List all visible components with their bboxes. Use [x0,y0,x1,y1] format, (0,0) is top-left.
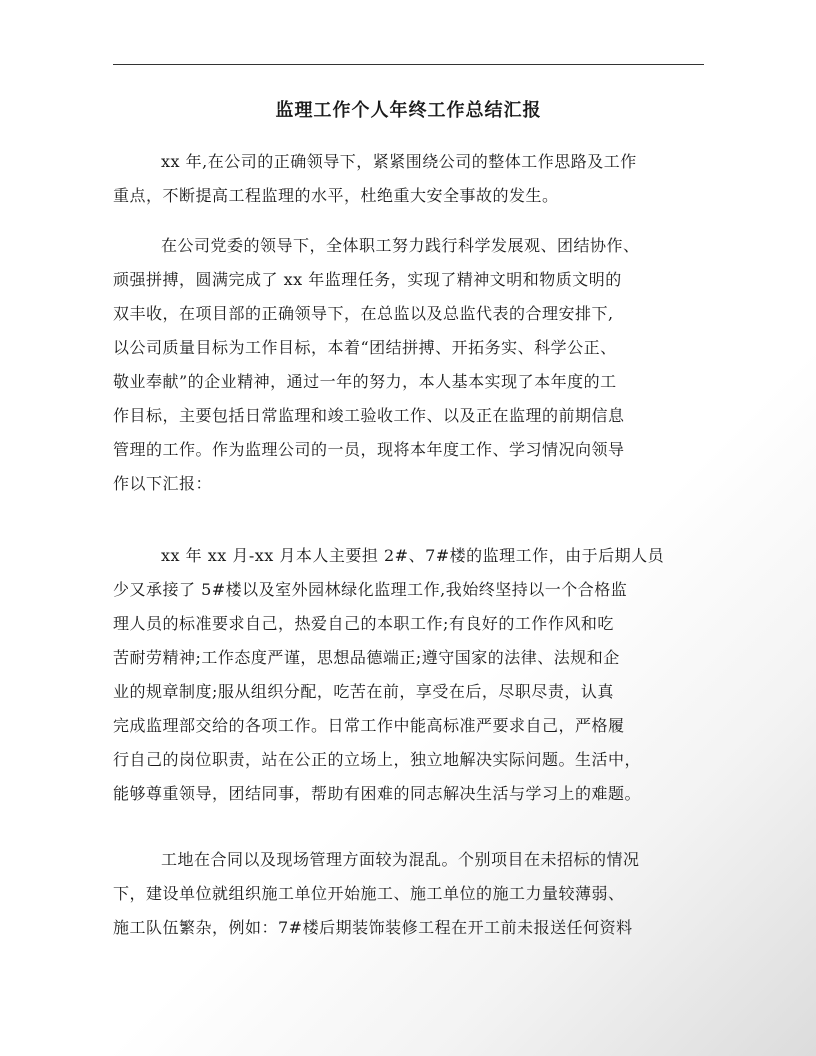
text-line: 完成监理部交给的各项工作。日常工作中能高标准严要求自己，严格履 [113,716,625,735]
document-title: 监理工作个人年终工作总结汇报 [275,100,542,121]
text-line: 管理的工作。作为监理公司的一员，现将本年度工作、学习情况向领导 [113,440,625,459]
text-line: 以公司质量目标为工作目标，本着“团结拼搏、开拓务实、科学公正、 [113,338,617,357]
paragraph-3 [113,539,707,811]
text-line: xx 年,在公司的正确领导下，紧紧围绕公司的整体工作思路及工作 [161,152,637,171]
text-line: 业的规章制度;服从组织分配，吃苦在前，享受在后，尽职尽责，认真 [113,682,614,701]
paragraph-4 [113,843,707,945]
text-line: 作目标，主要包括日常监理和竣工验收工作、以及正在监理的前期信息 [113,406,625,425]
text-line: 双丰收，在项目部的正确领导下，在总监以及总监代表的合理安排下, [113,304,614,323]
text-line: 理人员的标准要求自己，热爱自己的本职工作;有良好的工作作风和吃 [113,614,614,633]
text-line: 施工队伍繁杂，例如：7#楼后期装饰装修工程在开工前未报送任何资料 [113,918,633,937]
text-line: 作以下汇报： [113,474,213,493]
text-line: 重点，不断提高工程监理的水平，杜绝重大安全事故的发生。 [113,186,559,205]
text-line: 下，建设单位就组织施工单位开始施工、施工单位的施工力量较薄弱、 [113,884,625,903]
text-line: 能够尊重领导，团结同事，帮助有困难的同志解决生活与学习上的难题。 [113,784,642,803]
paragraph-1 [113,145,707,213]
text-line: 少又承接了 5#楼以及室外园林绿化监理工作,我始终坚持以一个合格监 [113,580,628,599]
text-line: 苦耐劳精神;工作态度严谨，思想品德端正;遵守国家的法律、法规和企 [113,648,620,667]
text-line: xx 年 xx 月-xx 月本人主要担 2#、7#楼的监理工作，由于后期人员 [161,546,665,565]
text-line: 敬业奉献”的企业精神，通过一年的努力，本人基本实现了本年度的工 [113,372,617,391]
header-rule [113,64,704,65]
paragraph-2 [113,229,707,501]
text-line: 在公司党委的领导下，全体职工努力践行科学发展观、团结协作、 [161,236,640,255]
text-line: 工地在合同以及现场管理方面较为混乱。个别项目在未招标的情况 [161,850,640,869]
text-line: 行自己的岗位职责，站在公正的立场上，独立地解决实际问题。生活中， [113,750,642,769]
text-line: 顽强拼搏，圆满完成了 xx 年监理任务，实现了精神文明和物质文明的 [113,270,622,289]
